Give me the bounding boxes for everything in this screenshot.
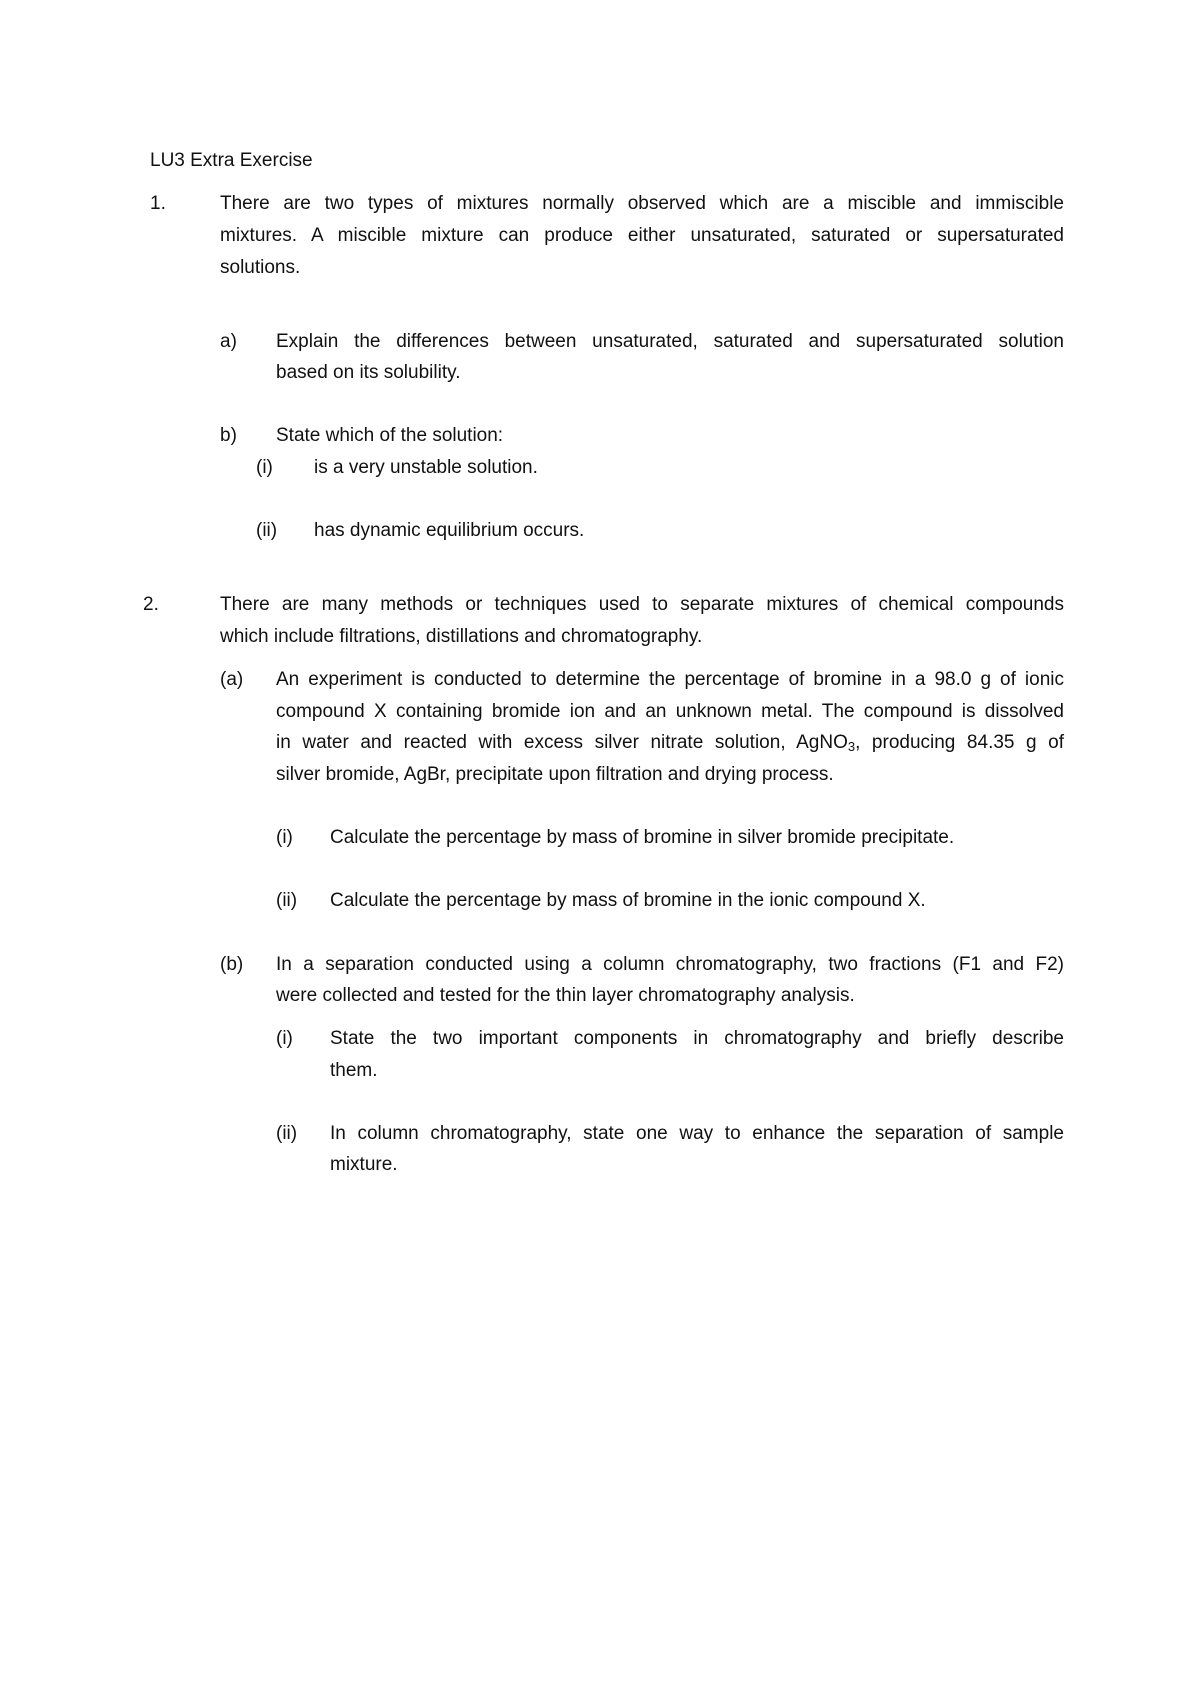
question-2a-ii-text: Calculate the percentage by mass of bromine in the ionic compound X. xyxy=(330,890,926,911)
question-1a-label: a) xyxy=(220,331,237,352)
question-2b-label: (b) xyxy=(220,954,244,975)
question-1b-ii-label: (ii) xyxy=(256,520,278,541)
question-2b-line-2: were collected and tested for the thin layer chromatography analysis. xyxy=(276,985,855,1006)
question-1a-line-2: based on its solubility. xyxy=(276,362,461,383)
question-2b-i-line-1: State the two important components in chromatography and briefly describe xyxy=(330,1028,1064,1049)
question-2-number: 2. xyxy=(143,594,159,615)
question-2-line-1: There are many methods or techniques used to separate mixtures of chemical compounds xyxy=(220,594,1064,615)
question-2-line-2: which include filtrations, distillations and chromatography. xyxy=(220,626,703,647)
question-1b-ii-text: has dynamic equilibrium occurs. xyxy=(314,520,585,541)
question-2b-ii-line-1: In column chromatography, state one way to enhance the separation of sample xyxy=(330,1123,1064,1144)
question-2b-line-1: In a separation conducted using a column chromatography, two fractions (F1 and F2) xyxy=(276,954,1064,975)
question-1b-label: b) xyxy=(220,425,237,446)
question-2a-i-text: Calculate the percentage by mass of bromine in silver bromide precipitate. xyxy=(330,827,955,848)
question-2a-ii-label: (ii) xyxy=(276,890,298,911)
question-2b-ii-line-2: mixture. xyxy=(330,1154,398,1175)
question-1-line-2: mixtures. A miscible mixture can produce either unsaturated, saturated or supersaturated xyxy=(220,225,1064,246)
question-2b-ii-label: (ii) xyxy=(276,1123,298,1144)
question-2a-line-3: in water and reacted with excess silver nitrate solution, AgNO$_3$, producing 84.35 g of xyxy=(276,732,1065,754)
question-2a-i-label: (i) xyxy=(276,827,293,848)
question-2a-line-4: silver bromide, AgBr, precipitate upon filtration and drying process. xyxy=(276,764,834,785)
document-title: LU3 Extra Exercise xyxy=(150,150,313,171)
question-2b-i-line-2: them. xyxy=(330,1060,378,1081)
question-2a-label: (a) xyxy=(220,669,244,690)
question-1-number: 1. xyxy=(150,193,166,214)
question-2b-i-label: (i) xyxy=(276,1028,293,1049)
question-1-line-1: There are two types of mixtures normally observed which are a miscible and immiscible xyxy=(220,193,1064,214)
question-1a-line-1: Explain the differences between unsaturated, saturated and supersaturated solution xyxy=(276,331,1064,352)
question-1-line-3: solutions. xyxy=(220,257,301,278)
question-2a-line-2: compound X containing bromide ion and an unknown metal. The compound is dissolved xyxy=(276,701,1064,722)
question-1b-text: State which of the solution: xyxy=(276,425,504,446)
question-2a-line-1: An experiment is conducted to determine the percentage of bromine in a 98.0 g of ionic xyxy=(276,669,1064,690)
question-1b-i-label: (i) xyxy=(256,457,273,478)
question-1b-i-text: is a very unstable solution. xyxy=(314,457,538,478)
